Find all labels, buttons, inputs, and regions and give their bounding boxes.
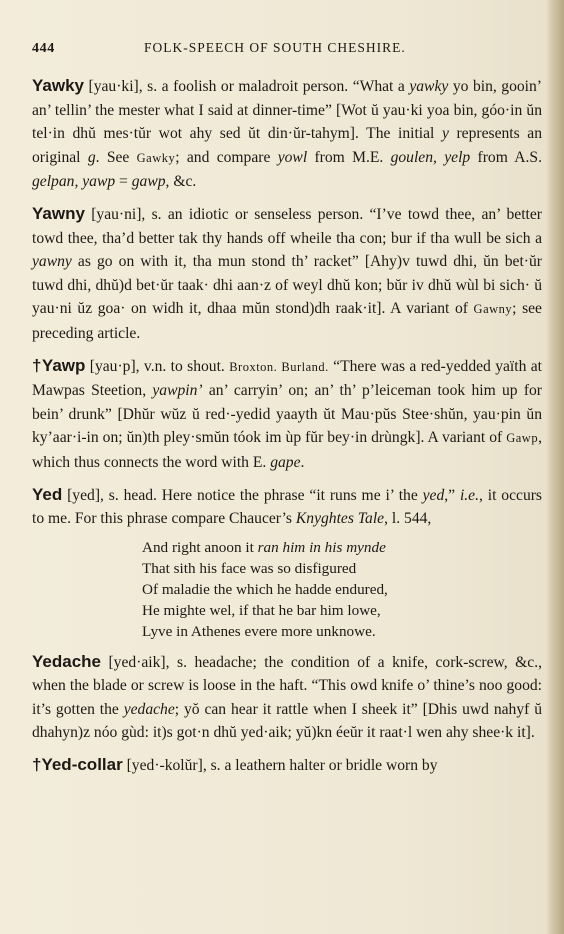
headword: Yedache: [32, 651, 101, 671]
verse-line: Of maladie the which he hadde endured,: [142, 580, 388, 598]
verse-line: Lyve in Athenes evere more unknowe.: [142, 622, 376, 640]
place-names: Broxton. Burland.: [229, 359, 329, 374]
cross-reference: Gawky: [136, 150, 176, 165]
page-edge-shadow: [546, 0, 564, 934]
dictionary-entry-yawky: Yawky [yau·ki], s. a foolish or maladroit person. “What a yawky yo bin, gooin’ an’ tellin’ the mester what I said at dinner-time” [Wot ŭ yau·ki yoa bin, góo·in ŭn tel·in dhŭ mes·tŭr wot ahy sed ŭt din·ŭr-tahym]. The initial y represents an original g. See Gawky; and compare yowl from M.E. goulen, yelp from A.S. gelpan, yawp = gawp, &c.: [32, 76, 543, 191]
headword: Yawky: [32, 76, 84, 95]
page-header: [32, 40, 542, 66]
dictionary-entry-yedache: Yedache [yed·aik], s. headache; the condition of a knife, cork-screw, &c., when the blade or screw is loose in the haft. “This owd knife o’ thine’s noo good: it’s gotten the yedache; yŏ can hear it rattle when I sheek it” [Dhis uwd nahyf ŭ dhahyn)z nóo gùd: it)s got·n dhŭ yed·aik; yŭ)kn éeŭr it raat·l wen ahy shee·k it].: [32, 651, 542, 742]
verse-line: And right anoon it ran him in his mynde: [142, 538, 386, 556]
headword: †Yed-collar: [32, 755, 123, 775]
headword: Yawny: [32, 203, 85, 223]
running-title: FOLK-SPEECH OF SOUTH CHESHIRE.: [144, 40, 406, 55]
dictionary-entry-yed-collar: †Yed-collar [yed·-kolŭr], s. a leathern halter or bridle worn by: [32, 755, 438, 775]
headword: †Yawp: [32, 355, 86, 375]
cross-reference: Gawp: [506, 431, 539, 446]
headword: Yed: [32, 484, 63, 504]
dictionary-entry-yawp: †Yawp [yau·p], v.n. to shout. Broxton. Burland. “There was a red-yedded yaïth at Mawpas Steetion, yawpin’ an’ carryin’ on; an’ th’ p’leiceman took him up for bein’ drunk” [Dhŭr wŭz ŭ red·-yedid yaayth ŭt Mau·pŭs Stee·shŭn, yau·pin ŭn ky’aar·i-in on; ŭn)th pley·smŭn tóok im ùp fŭr bey·in drùngk]. A variant of Gawp, which thus connects the word with E. gape.: [32, 355, 542, 471]
dictionary-entry-yawny: Yawny [yau·ni], s. an idiotic or senseless person. “I’ve towd thee, an’ better towd thee, tha’d better tak thy hands off wheile tha con; bur if tha wull be sich a yawny as go on with it, tha mun stond th’ racket” [Ahy)v tuwd dhi, ŭn bet·ŭr tuwd dhi, dhŭ)d bet·ŭr taak· dhi aan·z of weyl dhŭ kon; bŭr iv dhŭ wùl bi sich· ŭ yau·ni ŭz goa· on widh it, dhaa mŭn stond)dh raak·it]. A variant of Gawny; see preceding article.: [32, 203, 542, 342]
verse-quotation: [142, 537, 542, 642]
dictionary-entry-yed: Yed [yed], s. head. Here notice the phrase “it runs me i’ the yed,” i.e., it occurs to me. For this phrase compare Chaucer’s Knyghtes Tale, l. 544, And right anoon it ran him in his mynde That sith his face was so disfigured Of maladie the which he hadde endured, He mighte wel, if that he bar him lowe, Lyve in Athenes evere more unknowe.: [32, 484, 543, 640]
verse-line: That sith his face was so disfigured: [142, 559, 357, 577]
verse-line: He mighte wel, if that he bar him lowe,: [142, 601, 381, 619]
cross-reference: Gawny: [473, 302, 513, 317]
page-number: 444: [32, 41, 55, 56]
